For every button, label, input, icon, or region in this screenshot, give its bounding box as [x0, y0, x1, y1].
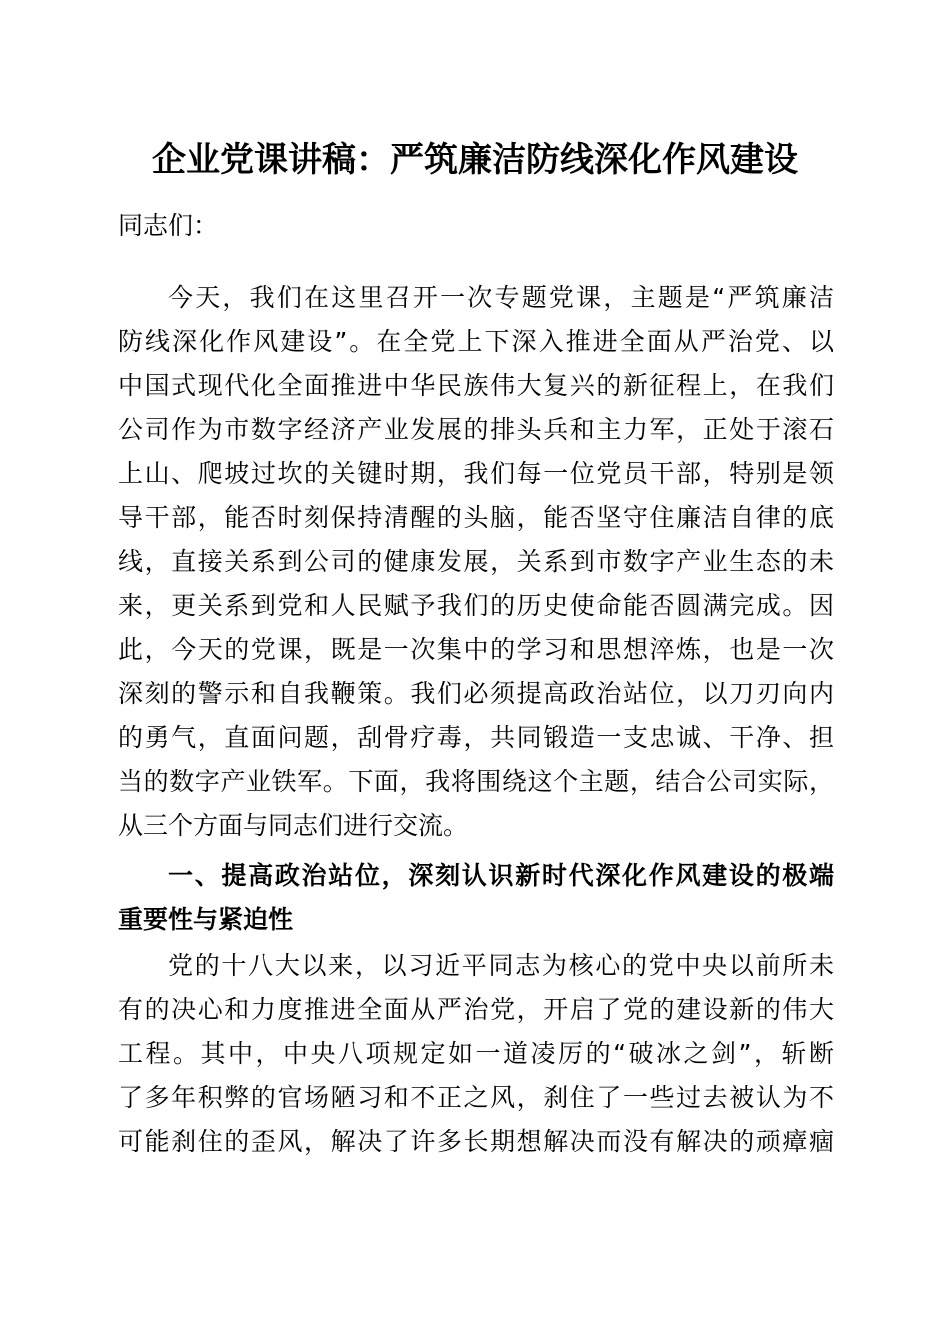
- text-line: 深刻的警示和自我鞭策。我们必须提高政治站位，以刀刃向内: [118, 679, 834, 708]
- text-line: 上山、爬坡过坎的关键时期，我们每一位党员干部，特别是领: [118, 459, 834, 488]
- text-line: 的勇气，直面问题，刮骨疗毒，共同锻造一支忠诚、干净、担: [118, 723, 834, 752]
- heading-line: 一、提高政治站位，深刻认识新时代深化作风建设的极端: [168, 861, 834, 890]
- text-line: 从三个方面与同志们进行交流。: [118, 811, 469, 840]
- salutation-text: 同志们：: [118, 211, 219, 240]
- text-line: 有的决心和力度推进全面从严治党，开启了党的建设新的伟大: [118, 995, 834, 1024]
- text-line: 导干部，能否时刻保持清醒的头脑，能否坚守住廉洁自律的底: [118, 503, 834, 532]
- text-line: 党的十八大以来，以习近平同志为核心的党中央以前所未: [168, 951, 834, 980]
- text-line: 今天，我们在这里召开一次专题党课，主题是“严筑廉洁: [168, 283, 834, 312]
- text-line: 公司作为市数字经济产业发展的排头兵和主力军，正处于滚石: [118, 415, 834, 444]
- text-line: 中国式现代化全面推进中华民族伟大复兴的新征程上，在我们: [118, 371, 834, 400]
- text-line: 防线深化作风建设”。在全党上下深入推进全面从严治党、以: [118, 327, 834, 356]
- text-line: 当的数字产业铁军。下面，我将围绕这个主题，结合公司实际，: [118, 767, 834, 796]
- document-title: 企业党课讲稿：严筑廉洁防线深化作风建设: [152, 140, 798, 180]
- text-line: 可能刹住的歪风，解决了许多长期想解决而没有解决的顽瘴痼: [118, 1127, 834, 1156]
- heading-line: 重要性与紧迫性: [118, 905, 294, 934]
- text-line: 此，今天的党课，既是一次集中的学习和思想淬炼，也是一次: [118, 635, 834, 664]
- text-line: 工程。其中，中央八项规定如一道凌厉的“破冰之剑”，斩断: [118, 1039, 834, 1068]
- text-line: 了多年积弊的官场陋习和不正之风，刹住了一些过去被认为不: [118, 1083, 834, 1112]
- text-line: 来，更关系到党和人民赋予我们的历史使命能否圆满完成。因: [118, 591, 834, 620]
- text-line: 线，直接关系到公司的健康发展，关系到市数字产业生态的未: [118, 547, 834, 576]
